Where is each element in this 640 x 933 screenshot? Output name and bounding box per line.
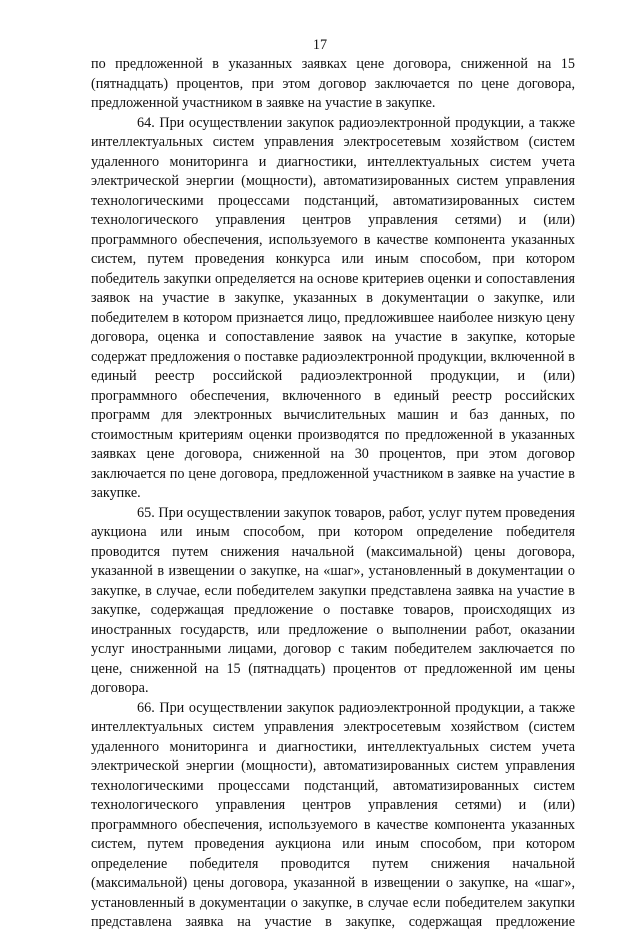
page-number: 17 [312,37,328,53]
document-body [91,55,575,933]
paragraph-continuation: по предложенной в указанных заявках цене договора, сниженной на 15 (пятнадцать) процентов, при этом договор заключается по цене договора, предложенной участником в заявке на участие в закупке. [91,56,575,111]
paragraph-64: 64. При осуществлении закупок радиоэлектронной продукции, а также интеллектуальных систем управления электросетевым хозяйством (систем удаленного мониторинга и диагностики, интеллектуальных систем учета электрической энергии (мощности), автоматизированных систем управления технологическими процессами подстанций, автоматизированных систем технологического управления центров управления сетями) и (или) программного обеспечения, используемого в качестве компонента указанных систем, путем проведения конкурса или иным способом, при котором победитель закупки определяется на основе критериев оценки и сопоставления заявок на участие в закупке, указанных в документации о закупке, или победителем в котором признается лицо, предложившее наиболее низкую цену договора, оценка и сопоставление заявок на участие в закупке, которые содержат предложения о поставке радиоэлектронной продукции, включенной в единый реестр российской радиоэлектронной продукции, и (или) программного обеспечения, включенного в единый реестр российских программ для электронных вычислительных машин и баз данных, по стоимостным критериям оценки производятся по предложенной в указанных заявках цене договора, сниженной на 30 процентов, при этом договор заключается по цене договора, предложенной участником в заявке на участие в закупке. [91,114,575,501]
paragraph-66: 66. При осуществлении закупок радиоэлектронной продукции, а также интеллектуальных систем управления электросетевым хозяйством (систем удаленного мониторинга и диагностики, интеллектуальных систем учета электрической энергии (мощности), автоматизированных систем управления технологическими процессами подстанций, автоматизированных систем технологического управления центров управления сетями) и (или) программного обеспечения, используемого в качестве компонента указанных систем, путем проведения аукциона или иным способом, при котором определение победителя проводится путем снижения начальной (максимальной) цены договора, указанной в извещении о закупке, на «шаг», установленный в документации о закупке, в случае если победителем закупки представлена заявка на участие в закупке, содержащая предложение [91,699,575,930]
paragraph-65: 65. При осуществлении закупок товаров, работ, услуг путем проведения аукциона или иным способом, при котором определение победителя проводится путем снижения начальной (максимальной) цены договора, указанной в извещении о закупке, на «шаг», установленный в документации о закупке, в случае, если победителем закупки представлена заявка на участие в закупке, содержащая предложение о поставке товаров, происходящих из иностранных государств, или предложение о выполнении работ, оказании услуг иностранными лицами, договор с таким победителем заключается по цене, сниженной на 15 (пятнадцать) процентов от предложенной им цены договора. [91,504,575,696]
